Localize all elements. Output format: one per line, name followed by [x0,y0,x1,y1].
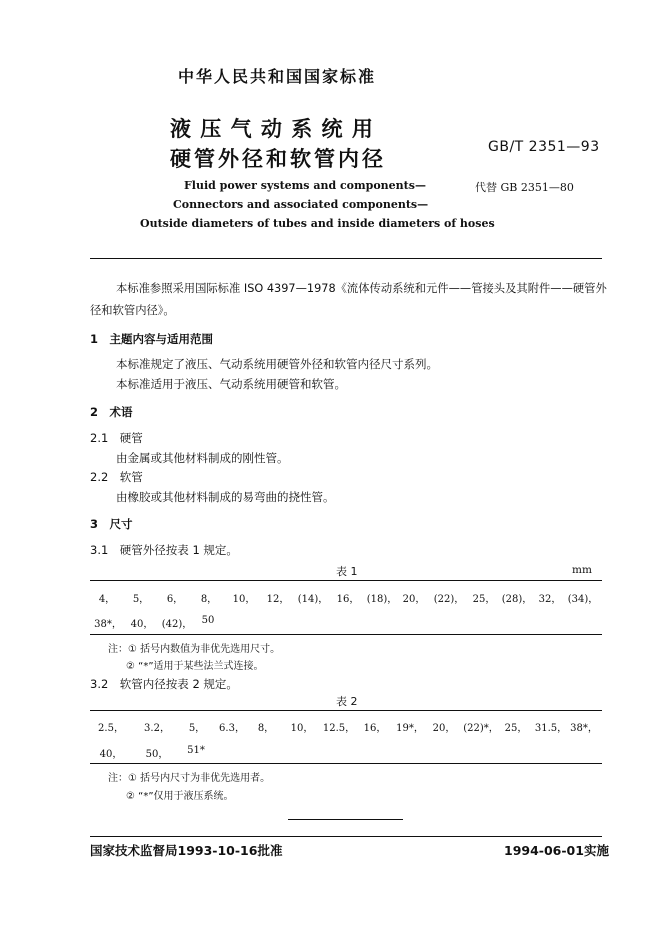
table-cell: 19*， [396,723,424,734]
header-divider [90,258,602,259]
effective-date: 1994-06-01实施 [504,843,609,858]
standard-org-title: 中华人民共和国国家标准 [178,67,377,86]
table-cell: 16， [336,594,360,605]
section3-2-text: 3.2 软管内径按表 2 规定。 [90,677,238,691]
section1-heading: 1 主题内容与适用范围 [90,332,214,346]
table-cell: 2.5， [98,723,124,734]
section2-1-title: 2.1 硬管 [90,431,143,445]
table2-note2: ② “*”仅用于液压系统。 [126,791,234,802]
table-cell: 20， [402,594,426,605]
table-cell: (18)， [366,594,398,605]
table-cell: 32， [538,594,562,605]
section2-2-text: 由橡胶或其他材料制成的易弯曲的挠性管。 [116,490,335,504]
table-cell: 8， [200,594,218,605]
table-cell: (42)， [161,619,193,630]
table-cell: 38*， [94,619,122,630]
table-cell: (22)， [433,594,465,605]
table-cell: 25， [504,723,528,734]
section2-heading: 2 术语 [90,405,133,419]
table-cell: 12.5， [322,723,356,734]
table-cell: (34)， [567,594,599,605]
end-rule [288,819,403,820]
title-cn-line1: 液 压 气 动 系 统 用 [170,117,374,141]
table-cell: 6.3， [219,723,245,734]
table-cell: 10， [232,594,256,605]
table2-note1: 注：① 括号内尺寸为非优先选用者。 [108,773,271,784]
table1-bottom-border [90,634,602,635]
table1-top-border [90,580,602,581]
intro-line1: 本标准参照采用国际标准 ISO 4397—1978《流体传动系统和元件——管接头及其附件——硬管外 [116,282,607,295]
title-en-line1: Fluid power systems and components— [184,179,426,192]
table-cell: (14)， [297,594,329,605]
title-cn-line2: 硬管外径和软管内径 [170,147,386,171]
section3-1-text: 3.1 硬管外径按表 1 规定。 [90,543,238,557]
section2-2-title: 2.2 软管 [90,470,143,484]
table-cell: 40， [99,749,123,760]
table-cell: 50 [201,615,215,626]
table1-unit: mm [572,564,592,576]
section2-1-text: 由金属或其他材料制成的刚性管。 [116,451,289,465]
table-cell: 20， [432,723,456,734]
table-cell: 4， [98,594,116,605]
footer-divider [90,836,602,837]
table-cell: 8， [257,723,275,734]
intro-line2: 径和软管内径》。 [90,304,175,317]
table-cell: 51* [187,745,205,756]
title-en-line2: Connectors and associated components— [173,198,429,211]
table-cell: 25， [472,594,496,605]
title-en-line3: Outside diameters of tubes and inside diameters of hoses [140,217,495,230]
table-cell: 5， [132,594,150,605]
table2-top-border [90,710,602,711]
replaces-note: 代替 GB 2351—80 [475,181,574,194]
table2-caption: 表 2 [336,695,358,708]
table-cell: (22)*， [463,723,499,734]
table-cell: 10， [290,723,314,734]
section1-p1: 本标准规定了液压、气动系统用硬管外径和软管内径尺寸系列。 [116,357,438,371]
table1-note1: 注：① 括号内数值为非优先选用尺寸。 [108,644,281,655]
table-cell: 5， [188,723,206,734]
table-cell: 12， [266,594,290,605]
table-cell: 40， [130,619,154,630]
table-cell: 50， [145,749,169,760]
table-cell: 16， [363,723,387,734]
table-cell: (28)， [501,594,533,605]
section1-p2: 本标准适用于液压、气动系统用硬管和软管。 [116,377,346,391]
table-cell: 3.2， [144,723,170,734]
table1-note2: ② “*”适用于某些法兰式连接。 [126,661,264,672]
table1-caption: 表 1 [336,565,358,578]
section3-heading: 3 尺寸 [90,517,133,531]
table-cell: 6， [166,594,184,605]
table-cell: 31.5， [534,723,568,734]
table-cell: 38*， [570,723,598,734]
approval-line: 国家技术监督局1993-10-16批准 [90,843,283,858]
table2-bottom-border [90,763,602,764]
standard-number: GB/T 2351—93 [488,139,600,155]
